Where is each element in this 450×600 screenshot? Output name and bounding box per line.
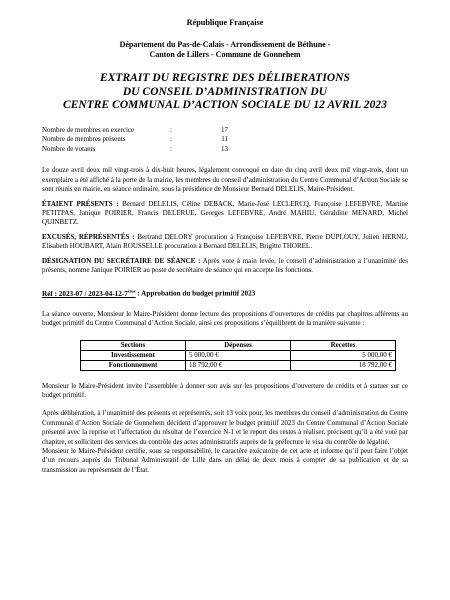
invite-paragraph: Monsieur le Maire-Président invite l’assemblée à donner son avis sur les propositions d’ouverture de crédits et à statuer sur ce budget primitif.	[42, 381, 408, 399]
republic-heading: République Française	[186, 18, 264, 27]
count-row	[42, 145, 408, 155]
title-line-2: DU CONSEIL D’ADMINISTRATION DU	[122, 85, 328, 98]
title-line-1: EXTRAIT DU REGISTRE DES DÉLIBERATIONS	[100, 72, 350, 84]
count-label: Nombre de membres présents	[42, 135, 126, 144]
secretaire-paragraph	[42, 257, 408, 276]
count-value: 17	[221, 125, 228, 134]
table-cell: 18 792,00 €	[291, 360, 396, 370]
count-value: 11	[221, 135, 228, 144]
table-header-cell: Recettes	[291, 340, 396, 350]
table-cell: 5 000,00 €	[291, 350, 396, 360]
count-colon: :	[170, 125, 172, 134]
reference-subject: : Approbation du budget primitif 2023	[135, 289, 256, 298]
decision-paragraph: Après délibération, à l’unanimité des présents et représentés, soit 13 voix pour, les membres du conseil d’administration du Centre Communal d’Action Sociale de Gonnehem décident d’approuver le budget primitif 2023 du Centre Communal d’Action Sociale présenté avec la reprise et l’affectation du résultat de l’exercice N-1 et le report des restes à réaliser, précisent qu’il a été voté par chapitre, et sollicitent des services du contrôle des actes administratifs auprès de la préfecture le visa du contrôle de légalité.	[42, 409, 408, 446]
deliberation-reference	[42, 288, 408, 297]
secretaire-text: Après vote à main levée, le conseil d’administration a l’unanimité des présents, nomme Janique POIRIER au poste de secrétaire de séance qui en accepte les fonctions.	[42, 256, 409, 274]
count-row	[42, 135, 408, 145]
table-cell: 5 000,00 €	[186, 350, 291, 360]
table-cell: Fonctionnement	[81, 360, 186, 370]
count-label: Nombre de votants	[42, 144, 96, 153]
count-colon: :	[170, 144, 172, 153]
secretaire-label: DÉSIGNATION DU SECRÉTAIRE DE SÉANCE :	[42, 256, 201, 265]
presents-label: ÉTAIENT PRÉSENTS :	[42, 199, 119, 208]
department-line-1: Département du Pas-de-Calais - Arrondissement de Béthune -	[119, 40, 331, 49]
count-row	[42, 126, 408, 136]
presents-paragraph	[42, 200, 408, 228]
table-header-row	[81, 340, 396, 350]
count-value: 13	[221, 144, 228, 153]
session-paragraph: La séance ouverte, Monsieur le Maire-Président donne lecture des propositions d’ouvertures de crédits par chapitres afférents au budget primitif du Centre Communal d’Action Sociale, ainsi ces propositions s’équilibrent de la manière suivante :	[42, 309, 408, 328]
excuses-label: EXCUSÉS, RÉPRÉSENTÉS :	[42, 232, 135, 241]
reference-code-text: Réf : 2023-07 / 2023-04-12-7	[42, 289, 128, 298]
table-cell: Investissement	[81, 350, 186, 360]
document-title	[42, 72, 408, 113]
member-counts	[42, 126, 408, 155]
table-cell: 18 792,00 €	[186, 360, 291, 370]
count-label: Nombre de membres en exercice	[42, 125, 135, 134]
reference-code	[42, 290, 136, 298]
budget-table	[80, 340, 396, 371]
department-line-2: Canton de Lillers - Commune de Gonnehem	[149, 50, 301, 59]
intro-paragraph: Le douze avril deux mil vingt-trois à dix-huit heures, légalement convoqué en date du cinq avril deux mil vingt-trois, dont un exemplaire a été affiché à la porte de la mairie, les membres du conseil d’administration du Centre Communal d’Action Sociale se sont réunis en mairie, en séance ordinaire, sous la présidence de Monsieur Bernard DELELIS, Maire-Président.	[42, 166, 408, 194]
department-heading	[42, 40, 408, 60]
table-header-cell: Sections	[81, 340, 186, 350]
reference-sup: ème	[127, 288, 136, 294]
table-header-cell: Dépenses	[186, 340, 291, 350]
excuses-paragraph	[42, 233, 408, 252]
certify-paragraph: Monsieur le Maire-Président certifie, sous sa responsabilité, le caractère exécutoire de cet acte et informe qu’il peut faire l’objet d’un recours auprès du Tribunal Administratif de Lille dans un délai de deux mois à compter de sa publication et de sa transmission au représentant de l’État.	[42, 446, 408, 474]
presents-text: Bernard DELELIS, Céline DEBACK, Marie-José LECLERCQ, Françoise LEFEBVRE, Martine PETITPAS, Janique POIRIER, Francis DELERUE, Georges LEFEBVRE, André MAHIU, Géraldine MENARD, Michel QUINBETZ.	[42, 199, 408, 227]
table-row	[81, 360, 396, 370]
excuses-text: Bertrand DELORY procuration à Françoise LEFEBVRE, Pierre DUPLOUY, Julien HERNU, Elisabeth HOUBART, Alain ROUSSELLE procuration à Bernard DELELIS, Brigitte THOREL.	[42, 232, 408, 251]
count-colon: :	[170, 135, 172, 144]
title-line-3: CENTRE COMMUNAL D’ACTION SOCIALE DU 12 AVRIL 2023	[63, 99, 387, 111]
table-row	[81, 350, 396, 360]
